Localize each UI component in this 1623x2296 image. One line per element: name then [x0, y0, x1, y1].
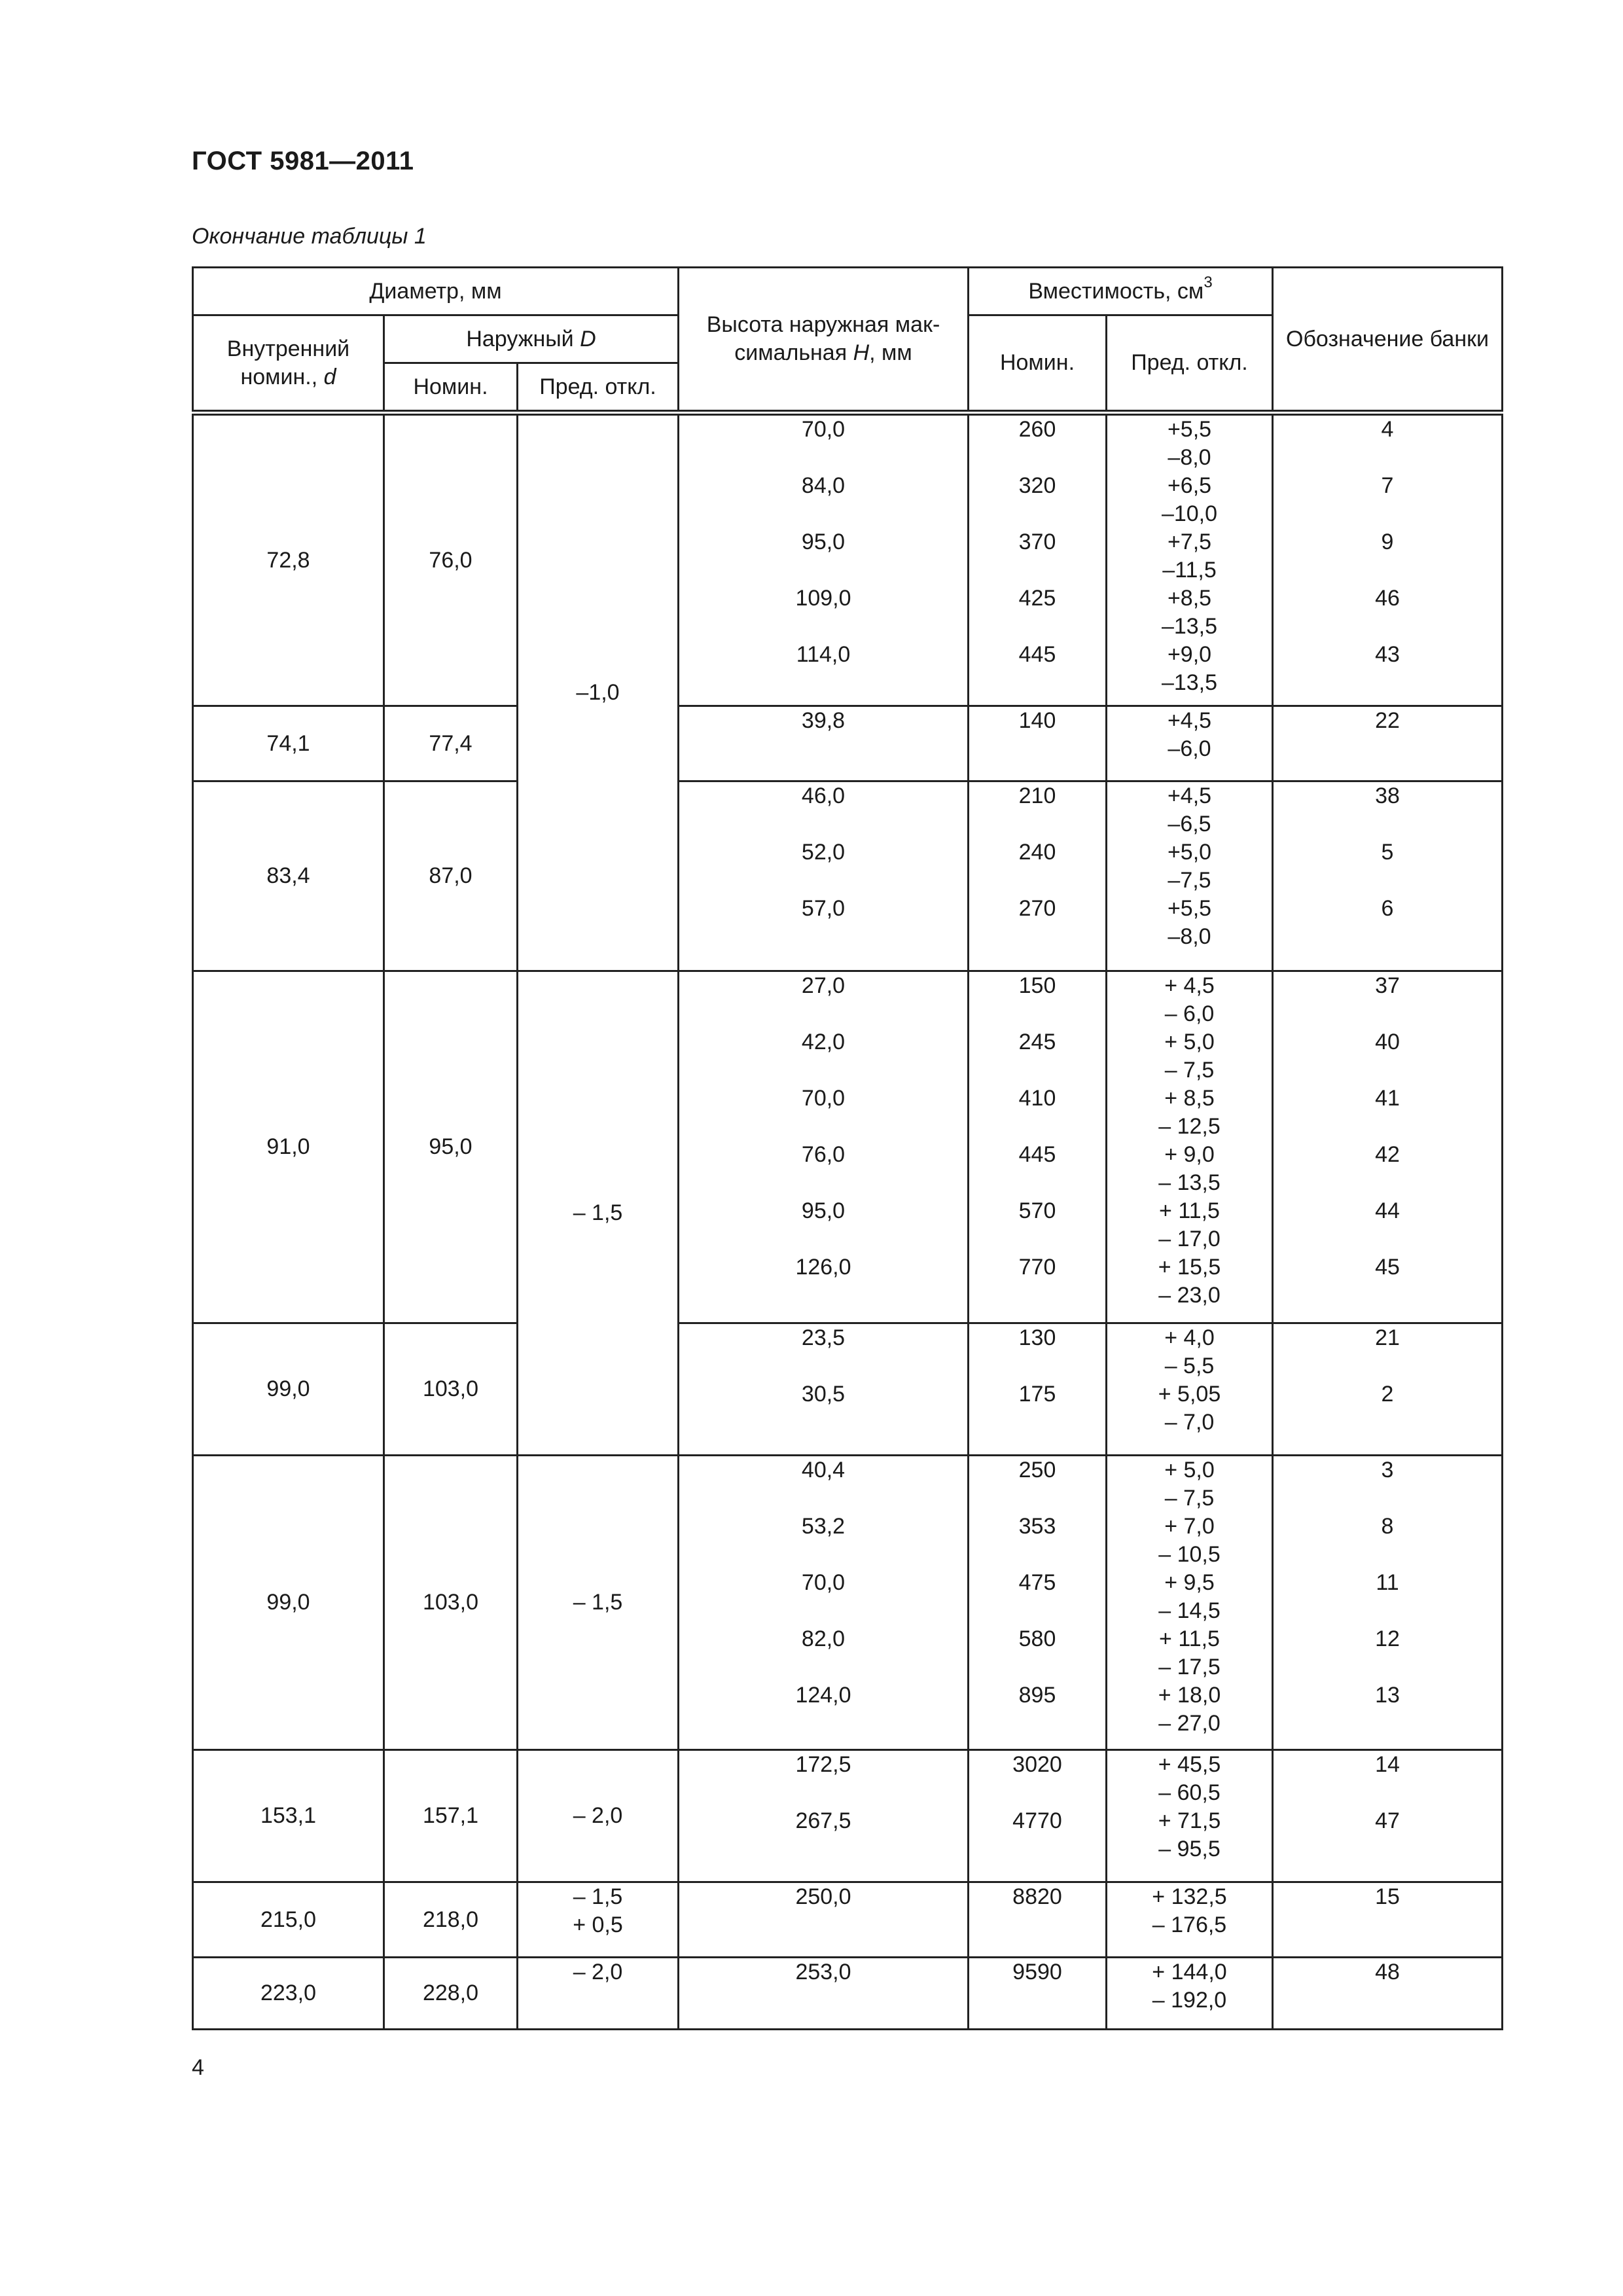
designation-value: 38 [1375, 783, 1400, 808]
spacer [679, 1653, 967, 1681]
deviation-minus: – 7,0 [1164, 1410, 1215, 1435]
spacer [679, 1056, 967, 1085]
spacer [969, 1352, 1105, 1380]
deviation-minus: – 192,0 [1152, 1988, 1227, 2013]
designation-cell [1273, 413, 1503, 706]
designation-cell [1273, 1323, 1503, 1456]
designation-value: 41 [1375, 1086, 1400, 1111]
deviation-plus: + 11,5 [1159, 1626, 1220, 1651]
spacer [1274, 735, 1501, 763]
spacer [1274, 500, 1501, 528]
capacity-nominal-cell [969, 706, 1107, 781]
deviation-minus: – 17,5 [1158, 1655, 1221, 1679]
inner-diameter-cell: 153,1 [193, 1750, 384, 1882]
spacer [969, 1225, 1105, 1253]
capacity-tolerance-cell [1107, 1323, 1273, 1456]
height-cell [679, 1323, 969, 1456]
spacer [969, 1653, 1105, 1681]
table-body [193, 413, 1503, 2030]
inner-diameter-cell: 83,4 [193, 781, 384, 971]
deviation-plus: + 45,5 [1158, 1752, 1221, 1777]
spacer [679, 1484, 967, 1513]
spacer [1274, 444, 1501, 472]
spacer [1274, 1597, 1501, 1625]
tolerance-line: – 1,5 [573, 1884, 623, 1909]
deviation-plus: +9,0 [1167, 642, 1212, 667]
table-row [193, 1456, 1503, 1750]
height-value: 70,0 [801, 417, 846, 442]
outer-diameter-cell: 76,0 [384, 413, 518, 706]
spacer [1274, 867, 1501, 895]
deviation-plus: +5,0 [1167, 840, 1212, 865]
deviation-minus: –7,5 [1168, 868, 1211, 893]
designation-value: 2 [1381, 1382, 1394, 1407]
spacer [1274, 556, 1501, 584]
spacer [969, 1113, 1105, 1141]
deviation-plus: + 5,05 [1158, 1382, 1221, 1407]
deviation-plus: + 5,0 [1164, 1030, 1215, 1054]
spacer [1274, 1056, 1501, 1085]
height-value: 27,0 [801, 973, 846, 998]
designation-value: 43 [1375, 642, 1400, 667]
spacer [969, 500, 1105, 528]
document-title: ГОСТ 5981—2011 [192, 147, 414, 175]
height-value: 126,0 [795, 1255, 851, 1280]
height-cell [679, 1958, 969, 2030]
height-value: 53,2 [801, 1514, 846, 1539]
height-value: 253,0 [795, 1960, 851, 1984]
header-outer-tolerance: Пред. откл. [518, 363, 679, 413]
height-cell [679, 706, 969, 781]
designation-value: 5 [1381, 840, 1394, 865]
designation-value: 46 [1375, 586, 1400, 611]
page-number: 4 [192, 2055, 204, 2080]
designation-cell [1273, 971, 1503, 1323]
height-value: 30,5 [801, 1382, 846, 1407]
deviation-minus: – 27,0 [1158, 1711, 1221, 1736]
deviation-minus: –8,0 [1168, 924, 1211, 949]
spacer [679, 1986, 967, 2015]
capacity-value: 445 [1018, 642, 1056, 667]
spacer [679, 1597, 967, 1625]
outer-diameter-cell: 87,0 [384, 781, 518, 971]
designation-cell [1273, 1882, 1503, 1958]
capacity-tolerance-cell [1107, 1958, 1273, 2030]
outer-diameter-cell: 218,0 [384, 1882, 518, 1958]
spacer [969, 1484, 1105, 1513]
inner-diameter-cell: 223,0 [193, 1958, 384, 2030]
table-row [193, 1882, 1503, 1958]
spacer [679, 867, 967, 895]
inner-diameter-cell: 99,0 [193, 1456, 384, 1750]
height-value: 46,0 [801, 783, 846, 808]
spacer [969, 1597, 1105, 1625]
outer-tolerance-cell: – 1,5 [518, 1456, 679, 1750]
spacer [1274, 1000, 1501, 1028]
inner-diameter-cell: 72,8 [193, 413, 384, 706]
spacer [969, 1911, 1105, 1939]
deviation-minus: – 6,0 [1164, 1001, 1215, 1026]
spacer [679, 1169, 967, 1197]
spacer [969, 1986, 1105, 2015]
designation-value: 11 [1376, 1570, 1399, 1595]
capacity-value: 8820 [1012, 1884, 1062, 1909]
deviation-minus: – 95,5 [1158, 1837, 1221, 1861]
spacer [679, 923, 967, 951]
designation-value: 15 [1375, 1884, 1400, 1909]
outer-diameter-cell: 95,0 [384, 971, 518, 1323]
capacity-value: 580 [1018, 1626, 1056, 1651]
designation-value: 6 [1381, 896, 1394, 921]
height-value: 109,0 [795, 586, 851, 611]
spacer [969, 669, 1105, 697]
spacer [679, 1835, 967, 1863]
spacer [679, 1779, 967, 1807]
deviation-plus: + 18,0 [1158, 1683, 1221, 1708]
designation-value: 37 [1375, 973, 1400, 998]
spacer [969, 1000, 1105, 1028]
deviation-minus: –6,0 [1168, 736, 1211, 761]
deviation-plus: + 9,0 [1164, 1142, 1215, 1167]
spacer [969, 444, 1105, 472]
deviation-plus: + 5,0 [1164, 1458, 1215, 1482]
spacer [679, 735, 967, 763]
spacer [679, 1541, 967, 1569]
spacer [969, 810, 1105, 838]
designation-value: 21 [1375, 1325, 1400, 1350]
spacer [679, 556, 967, 584]
designation-value: 22 [1375, 708, 1400, 733]
height-value: 82,0 [801, 1626, 846, 1651]
designation-value: 40 [1375, 1030, 1400, 1054]
height-cell [679, 971, 969, 1323]
outer-tolerance-cell: –1,0 [518, 413, 679, 971]
capacity-value: 150 [1018, 973, 1056, 998]
deviation-minus: – 7,5 [1164, 1486, 1215, 1511]
capacity-tolerance-cell [1107, 971, 1273, 1323]
deviation-minus: – 17,0 [1158, 1227, 1221, 1251]
capacity-nominal-cell [969, 1958, 1107, 2030]
designation-cell [1273, 781, 1503, 971]
height-value: 39,8 [801, 708, 846, 733]
designation-value: 7 [1381, 473, 1394, 498]
height-value: 124,0 [795, 1683, 851, 1708]
deviation-minus: – 5,5 [1164, 1354, 1215, 1378]
designation-cell [1273, 706, 1503, 781]
capacity-nominal-cell [969, 1456, 1107, 1750]
deviation-minus: –10,0 [1161, 501, 1218, 526]
spacer [1274, 1710, 1501, 1738]
deviation-minus: – 23,0 [1158, 1283, 1221, 1308]
header-diameter: Диаметр, мм [193, 268, 679, 315]
outer-diameter-cell: 228,0 [384, 1958, 518, 2030]
designation-value: 13 [1375, 1683, 1400, 1708]
spacer [679, 500, 967, 528]
height-value: 95,0 [801, 1198, 846, 1223]
deviation-minus: – 176,5 [1152, 1912, 1227, 1937]
height-value: 76,0 [801, 1142, 846, 1167]
height-cell [679, 413, 969, 706]
spacer [1274, 1169, 1501, 1197]
deviation-plus: +4,5 [1167, 783, 1212, 808]
height-cell [679, 1750, 969, 1882]
outer-diameter-cell: 103,0 [384, 1323, 518, 1456]
deviation-minus: – 7,5 [1164, 1058, 1215, 1083]
capacity-value: 175 [1018, 1382, 1056, 1407]
height-value: 250,0 [795, 1884, 851, 1909]
header-capacity: Вместимость, $см^3$ [969, 268, 1273, 315]
designation-value: 48 [1375, 1960, 1400, 1984]
capacity-value: 240 [1018, 840, 1056, 865]
height-cell [679, 781, 969, 971]
deviation-minus: –8,0 [1168, 445, 1211, 470]
spacer [1274, 1113, 1501, 1141]
capacity-nominal-cell [969, 971, 1107, 1323]
outer-tolerance-cell: – 2,0 [518, 1750, 679, 1882]
height-cell [679, 1882, 969, 1958]
deviation-minus: –11,5 [1162, 558, 1217, 583]
deviation-plus: +4,5 [1167, 708, 1212, 733]
spacer [969, 867, 1105, 895]
spacer [1274, 1911, 1501, 1939]
spacer [1274, 1653, 1501, 1681]
capacity-value: 260 [1018, 417, 1056, 442]
header-capacity-nominal: Номин. [969, 315, 1107, 413]
deviation-plus: + 4,5 [1164, 973, 1215, 998]
spacer [1274, 613, 1501, 641]
capacity-value: 9590 [1012, 1960, 1062, 1984]
spacer [969, 1056, 1105, 1085]
header-capacity-tolerance: Пред. откл. [1107, 315, 1273, 413]
capacity-nominal-cell [969, 413, 1107, 706]
spacer [1274, 810, 1501, 838]
capacity-tolerance-cell [1107, 1750, 1273, 1882]
capacity-nominal-cell [969, 1323, 1107, 1456]
deviation-plus: +7,5 [1167, 529, 1212, 554]
spacer [969, 923, 1105, 951]
outer-diameter-cell: 77,4 [384, 706, 518, 781]
designation-value: 45 [1375, 1255, 1400, 1280]
deviation-plus: +5,5 [1167, 896, 1212, 921]
spacer [679, 1408, 967, 1437]
deviation-minus: –6,5 [1168, 812, 1211, 836]
deviation-plus: + 4,0 [1164, 1325, 1215, 1350]
designation-value: 8 [1381, 1514, 1394, 1539]
capacity-tolerance-cell [1107, 781, 1273, 971]
capacity-value: 210 [1018, 783, 1056, 808]
spacer [1274, 1986, 1501, 2015]
deviation-plus: + 8,5 [1164, 1086, 1215, 1111]
table-row [193, 781, 1503, 971]
height-value: 42,0 [801, 1030, 846, 1054]
spacer [969, 1541, 1105, 1569]
outer-diameter-cell: 103,0 [384, 1456, 518, 1750]
capacity-value: 770 [1018, 1255, 1056, 1280]
height-value: 84,0 [801, 473, 846, 498]
spacer [679, 1000, 967, 1028]
header-outer-nominal: Номин. [384, 363, 518, 413]
capacity-value: 410 [1018, 1086, 1056, 1111]
spacer [1274, 1779, 1501, 1807]
capacity-value: 353 [1018, 1514, 1056, 1539]
table-row [193, 971, 1503, 1323]
designation-value: 9 [1381, 529, 1394, 554]
inner-diameter-cell: 99,0 [193, 1323, 384, 1456]
header-outer-diameter: Наружный D [384, 315, 679, 363]
outer-tolerance-cell: – 1,5 [518, 971, 679, 1456]
capacity-value: 270 [1018, 896, 1056, 921]
deviation-plus: + 132,5 [1152, 1884, 1227, 1909]
designation-cell [1273, 1456, 1503, 1750]
height-value: 23,5 [801, 1325, 846, 1350]
capacity-value: 425 [1018, 586, 1056, 611]
spacer [969, 1282, 1105, 1310]
height-value: 70,0 [801, 1570, 846, 1595]
capacity-value: 130 [1018, 1325, 1056, 1350]
spacer [679, 810, 967, 838]
spacer [679, 669, 967, 697]
spacer [679, 1282, 967, 1310]
table-row [193, 413, 1503, 706]
spacer [969, 1779, 1105, 1807]
height-value: 52,0 [801, 840, 846, 865]
deviation-plus: + 15,5 [1158, 1255, 1221, 1280]
deviation-plus: + 7,0 [1164, 1514, 1215, 1539]
spacer [1274, 1484, 1501, 1513]
height-value: 267,5 [795, 1808, 851, 1833]
capacity-value: 895 [1018, 1683, 1056, 1708]
spacer [679, 1225, 967, 1253]
spacer [1274, 1835, 1501, 1863]
capacity-value: 250 [1018, 1458, 1056, 1482]
spacer [1274, 923, 1501, 951]
deviation-minus: –13,5 [1161, 614, 1218, 639]
spacer [1274, 1282, 1501, 1310]
designation-value: 4 [1381, 417, 1394, 442]
table-row [193, 1958, 1503, 2030]
spacer [969, 1408, 1105, 1437]
header-designation: Обозначение банки [1273, 268, 1503, 413]
height-value: 70,0 [801, 1086, 846, 1111]
capacity-value: 445 [1018, 1142, 1056, 1167]
outer-tolerance-cell [518, 1882, 679, 1958]
height-value: 114,0 [796, 642, 851, 667]
capacity-value: 475 [1018, 1570, 1056, 1595]
capacity-value: 570 [1018, 1198, 1056, 1223]
spacer [1274, 1352, 1501, 1380]
spacer [679, 1710, 967, 1738]
designation-value: 3 [1381, 1458, 1394, 1482]
spacer [969, 735, 1105, 763]
capacity-value: 3020 [1012, 1752, 1062, 1777]
inner-diameter-cell: 215,0 [193, 1882, 384, 1958]
capacity-value: 370 [1018, 529, 1056, 554]
deviation-plus: +8,5 [1167, 586, 1212, 611]
designation-cell [1273, 1750, 1503, 1882]
capacity-value: 140 [1018, 708, 1056, 733]
deviation-minus: – 14,5 [1158, 1598, 1221, 1623]
capacity-nominal-cell [969, 781, 1107, 971]
designation-cell [1273, 1958, 1503, 2030]
capacity-tolerance-cell [1107, 413, 1273, 706]
spacer [1274, 669, 1501, 697]
spacer [679, 1911, 967, 1939]
capacity-tolerance-cell [1107, 1882, 1273, 1958]
height-value: 95,0 [801, 529, 846, 554]
spacer [969, 1169, 1105, 1197]
header-height: Высота наружная мак-симальная H, мм [679, 268, 969, 413]
deviation-plus: +5,5 [1167, 417, 1212, 442]
table-row [193, 706, 1503, 781]
deviation-plus: + 9,5 [1164, 1570, 1215, 1595]
designation-value: 42 [1375, 1142, 1400, 1167]
inner-diameter-cell: 74,1 [193, 706, 384, 781]
spacer [1274, 1408, 1501, 1437]
tolerance-line: + 0,5 [573, 1912, 623, 1937]
capacity-tolerance-cell [1107, 706, 1273, 781]
capacity-nominal-cell [969, 1750, 1107, 1882]
spacer [679, 1113, 967, 1141]
height-value: 57,0 [801, 896, 846, 921]
deviation-plus: + 11,5 [1159, 1198, 1220, 1223]
spacer [1274, 1225, 1501, 1253]
capacity-nominal-cell [969, 1882, 1107, 1958]
capacity-value: 245 [1018, 1030, 1056, 1054]
deviation-minus: – 12,5 [1158, 1114, 1221, 1139]
spacer [969, 1835, 1105, 1863]
deviation-plus: +6,5 [1167, 473, 1212, 498]
table-row [193, 1750, 1503, 1882]
deviation-plus: + 144,0 [1152, 1960, 1227, 1984]
capacity-tolerance-cell [1107, 1456, 1273, 1750]
capacity-value: 4770 [1012, 1808, 1062, 1833]
height-cell [679, 1456, 969, 1750]
cans-table [192, 266, 1503, 2030]
deviation-minus: –13,5 [1161, 670, 1218, 695]
outer-tolerance-cell: – 2,0 [518, 1958, 679, 2030]
designation-value: 47 [1375, 1808, 1400, 1833]
spacer [969, 556, 1105, 584]
table-caption: Окончание таблицы 1 [192, 224, 427, 249]
deviation-minus: – 60,5 [1158, 1780, 1221, 1805]
outer-diameter-cell: 157,1 [384, 1750, 518, 1882]
spacer [679, 444, 967, 472]
spacer [969, 1710, 1105, 1738]
deviation-minus: – 10,5 [1158, 1542, 1221, 1567]
table-row [193, 1323, 1503, 1456]
designation-value: 12 [1375, 1626, 1400, 1651]
spacer [969, 613, 1105, 641]
spacer [1274, 1541, 1501, 1569]
capacity-value: 320 [1018, 473, 1056, 498]
designation-value: 14 [1375, 1752, 1400, 1777]
inner-diameter-cell: 91,0 [193, 971, 384, 1323]
deviation-minus: – 13,5 [1158, 1170, 1221, 1195]
spacer [679, 613, 967, 641]
height-value: 172,5 [795, 1752, 851, 1777]
header-inner-diameter: Внутренний номин., d [193, 315, 384, 413]
spacer [679, 1352, 967, 1380]
height-value: 40,4 [801, 1458, 846, 1482]
deviation-plus: + 71,5 [1158, 1808, 1221, 1833]
designation-value: 44 [1375, 1198, 1400, 1223]
